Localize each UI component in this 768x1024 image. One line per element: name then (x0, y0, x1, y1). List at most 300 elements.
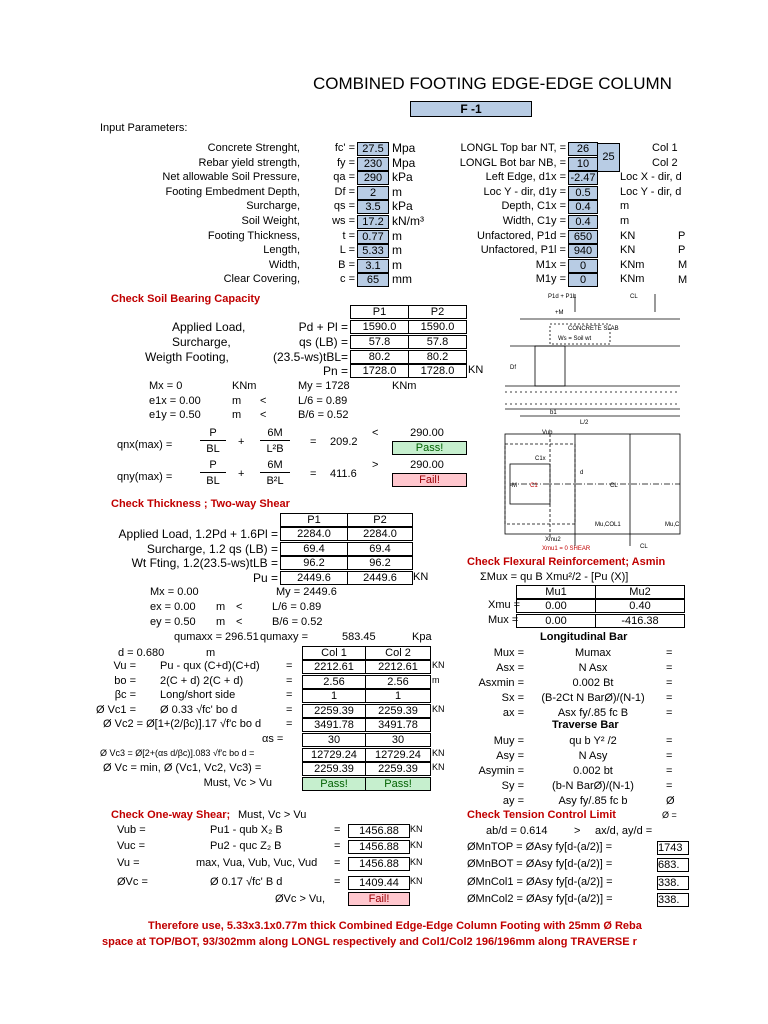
diagram-mu-col1: Mu,COL1 (595, 522, 621, 528)
unit: KN (432, 703, 445, 714)
col-head: P1 (350, 305, 409, 319)
twoway-text: B/6 = 0.52 (272, 616, 323, 628)
input-value: 3.1 (357, 259, 389, 273)
twoway-text: < (236, 601, 243, 613)
input-unit: KNm (620, 258, 645, 271)
value-col1: Pass! (302, 777, 366, 791)
value: 1456.88 (348, 840, 410, 854)
input-unit: Loc X - dir, d (620, 171, 682, 184)
bearing-heading: Check Soil Bearing Capacity (111, 293, 261, 305)
input-label: Length, (263, 244, 300, 257)
row-label: Sx = (501, 692, 524, 704)
twoway-text: qumaxy = (260, 631, 308, 643)
input-label: Width, (268, 258, 300, 271)
unit: KN (410, 876, 423, 886)
row-label: bo = (114, 674, 136, 687)
bearing-text: e1y = 0.50 (149, 409, 201, 421)
diagram-moment: +M (555, 310, 564, 316)
plus: + (238, 436, 245, 448)
input-label: LONGL Bot bar NB, = (459, 156, 566, 169)
bearing-text: m (232, 395, 242, 407)
cut-letter: M (678, 259, 688, 271)
row-label: Mux = (488, 614, 519, 626)
frac-line (200, 472, 226, 473)
value-p1: 2284.0 (280, 527, 348, 541)
frac-line (200, 440, 226, 441)
equals: = (666, 707, 673, 719)
value-p2: 96.2 (347, 556, 413, 570)
input-unit: KN (620, 244, 636, 257)
input-label: Clear Covering, (223, 273, 300, 286)
equals: = (310, 468, 317, 480)
page-title: COMBINED FOOTING EDGE-EDGE COLUMN (313, 74, 672, 93)
twoway-text: m (216, 601, 226, 613)
input-label: Concrete Strenght, (207, 142, 300, 154)
diagram-c1x: C1x (535, 456, 546, 462)
row-formula: Pu1 - qub X₂ B (210, 824, 283, 836)
value-col1: 1 (302, 689, 366, 703)
row-label: Applied Load, 1.2Pd + 1.6Pl = (118, 527, 278, 541)
twoway-text: My = 2449.6 (276, 586, 337, 598)
qnx-label: qnx(max) = (117, 439, 173, 451)
unit: KN (410, 824, 423, 834)
col-head: Col 1 (302, 646, 366, 660)
value-col2: 1 (365, 689, 431, 703)
equals: = (666, 735, 673, 747)
bearing-text: m (232, 409, 242, 421)
frac-den: B²L (266, 475, 284, 487)
value: 1456.88 (348, 857, 410, 871)
row-label: ØMnCol1 = ØAsy fy[d-(a/2)] = (467, 876, 613, 888)
equals: = (666, 662, 673, 674)
input-unit: Mpa (392, 155, 416, 170)
input-unit: m (620, 200, 630, 213)
frac-line (260, 440, 290, 441)
diagram-b1: b1 (550, 410, 557, 416)
qny-limit: 290.00 (410, 459, 444, 471)
input-unit: Loc Y - dir, d (620, 185, 682, 198)
row-label: ØVc = (117, 876, 148, 888)
col-head: Col 2 (365, 646, 431, 660)
qny-value: 411.6 (330, 468, 357, 480)
input-unit: m (392, 243, 402, 258)
value: 338. (657, 876, 689, 890)
twoway-text: 583.45 (342, 631, 376, 643)
row-label: ØMnCol2 = ØAsy fy[d-(a/2)] = (467, 893, 613, 905)
footing-id: F -1 (410, 101, 532, 117)
row-formula: 0.002 Bt (572, 677, 614, 689)
row-formula: Asx fy/.85 fc B (557, 707, 629, 719)
value-p2: 2284.0 (347, 527, 413, 541)
equals: = (666, 677, 673, 689)
conclusion-line-2: space at TOP/BOT, 93/302mm along LONGL respectively and Col1/Col2 196/196mm along TRAVERSE r (102, 936, 637, 948)
diagram-minus-m: -M (510, 483, 517, 489)
row-label: βc = (114, 689, 136, 702)
row-formula: (B-2Ct N BarØ)/(N-1) (541, 692, 645, 704)
equals: Ø (666, 795, 675, 807)
frac-den: BL (206, 443, 220, 455)
row-formula: qu b Y² /2 (569, 735, 617, 747)
row-symbol: Pd + Pl = (298, 320, 348, 334)
equals: = (310, 436, 317, 448)
row-label: ay = (502, 795, 524, 807)
value-p2: 80.2 (408, 350, 467, 364)
input-value: 0 (568, 259, 598, 273)
bearing-text: L/6 = 0.89 (298, 395, 348, 407)
row-formula: N Asy (578, 750, 608, 762)
row-formula: Mumax (574, 647, 612, 659)
flexural-formula: ΣMux = qu B Xmu²/2 - [Pu (X)] (480, 571, 629, 583)
oneway-heading: Check One-way Shear; (111, 809, 231, 821)
input-label: LONGL Top bar NT, = (460, 142, 566, 154)
diagram-c1: C1 (530, 483, 538, 489)
input-symbol: qa = (333, 171, 355, 184)
input-label: Footing Thickness, (207, 229, 300, 242)
input-label: Rebar yield strength, (198, 156, 300, 169)
value-p1: 2449.6 (280, 571, 348, 585)
input-unit: kN/m³ (392, 214, 424, 228)
equals: = (334, 876, 341, 888)
input-unit: mm (392, 272, 412, 287)
row-label: ØMnTOP = ØAsy fy[d-(a/2)] = (467, 841, 613, 853)
input-label: Unfactored, P1d = (477, 229, 566, 242)
qnx-limit: 290.00 (410, 427, 444, 439)
unit: KN (410, 857, 423, 867)
input-symbol: fc' = (334, 142, 355, 154)
diagram-df: Df (510, 365, 516, 371)
twoway-text: m (206, 647, 216, 659)
row-label: Surcharge, 1.2 qs (LB) = (146, 541, 278, 556)
row-label: Asymin = (478, 765, 524, 777)
oneway-check: ØVc > Vu, (275, 893, 326, 905)
value-p1: 96.2 (280, 556, 348, 570)
value-p1: 80.2 (350, 350, 409, 364)
input-heading: Input Parameters: (100, 122, 188, 134)
value-col1: 2259.39 (302, 762, 366, 776)
equals: = (334, 857, 341, 869)
twoway-text: ex = 0.00 (150, 601, 196, 613)
value-p2: 1590.0 (408, 320, 467, 334)
value-p2: 2449.6 (347, 571, 413, 585)
frac-num: 6M (267, 427, 283, 439)
input-label: Left Edge, d1x = (485, 171, 566, 184)
input-value: 0.77 (357, 230, 389, 244)
input-value: 27.5 (357, 142, 389, 156)
diagram-cl2: CL (610, 483, 618, 489)
input-unit: Mpa (392, 141, 416, 155)
input-value: 2 (357, 186, 389, 200)
diagram-slab: CONCRETE SLAB (568, 326, 619, 332)
twoway-heading: Check Thickness ; Two-way Shear (111, 498, 290, 510)
input-value: 650 (568, 230, 598, 244)
bearing-text: My = 1728 (298, 380, 350, 392)
row-label: Xmu = (488, 599, 521, 611)
input-value: 230 (357, 157, 389, 171)
row-formula: 0.002 bt (573, 765, 613, 777)
value-col1: 30 (302, 733, 366, 747)
equals: = (334, 840, 341, 852)
twoway-text: L/6 = 0.89 (272, 601, 322, 613)
row-symbol: qs (LB) = (298, 334, 348, 349)
row-label: Vub = (117, 824, 146, 836)
input-value: 0.4 (568, 200, 598, 214)
input-label: Net allowable Soil Pressure, (162, 171, 300, 184)
input-label: M1x = (535, 258, 566, 271)
value-p2: 69.4 (347, 542, 413, 556)
row-label: Surcharge, (172, 334, 231, 349)
unit: KN (432, 762, 445, 773)
value-mu2: 0.40 (595, 599, 685, 613)
diagram-d: d (580, 470, 584, 476)
input-symbol: fy = (336, 156, 355, 169)
col2-label: Col 2 (652, 157, 678, 169)
twoway-text: d = 0.680 (118, 647, 165, 659)
value-mu1: 0.00 (516, 599, 596, 613)
value-p1: 1728.0 (350, 364, 409, 378)
cut-letter: P (678, 230, 686, 242)
value-p1: 69.4 (280, 542, 348, 556)
unit: KN (432, 660, 445, 670)
bearing-text: KNm (392, 380, 417, 392)
diagram-cl: CL (630, 294, 638, 300)
input-value: 26 (568, 142, 598, 156)
diagram-ws: Ws = Soil wt (558, 336, 592, 342)
conclusion-line-1: Therefore use, 5.33x3.1x0.77m thick Combined Edge-Edge Column Footing with 25mm Ø Reba (148, 920, 642, 932)
plus: + (238, 468, 245, 480)
frac-den: BL (206, 475, 220, 487)
input-symbol: B = (338, 258, 355, 271)
value-col2: 2212.61 (365, 660, 431, 674)
phi: Ø = (662, 810, 677, 820)
twoway-text: m (216, 616, 226, 628)
bar-diameter: 25 (597, 143, 620, 172)
bearing-text: e1x = 0.00 (149, 395, 201, 407)
equals: = (286, 660, 293, 672)
equals: = (666, 780, 673, 792)
input-unit: KN (620, 229, 636, 242)
twoway-text: Mx = 0.00 (150, 586, 199, 598)
value-mu2: -416.38 (595, 614, 685, 628)
row-label: Ø Vc3 = Ø[2+(αs d/βc)].083 √f'c bo d = (100, 747, 255, 758)
qny-label: qny(max) = (117, 471, 173, 483)
twoway-text: < (236, 616, 243, 628)
row-formula: Asy fy/.85 fc b (558, 795, 628, 807)
compare: > (574, 825, 581, 837)
input-label: Unfactored, P1l = (480, 244, 566, 257)
value-p1: 1590.0 (350, 320, 409, 334)
diagram-vub: Vub (542, 430, 553, 436)
unit: KN (432, 747, 445, 758)
equals: = (666, 647, 673, 659)
value-col2: Pass! (365, 777, 431, 791)
qnx-value: 209.2 (330, 436, 358, 448)
equals: = (666, 750, 673, 762)
value-col1: 2259.39 (302, 704, 366, 718)
row-label: Wt Fting, 1.2(23.5-ws)tLB = (131, 556, 278, 571)
input-value: 940 (568, 244, 598, 258)
input-unit: KNm (620, 273, 645, 286)
value: 1743 (657, 841, 689, 855)
input-value: -2.47 (568, 171, 598, 185)
input-value: 0 (568, 273, 598, 287)
row-label: Asy = (496, 750, 524, 762)
equals: = (286, 674, 293, 687)
row-label: Applied Load, (172, 320, 246, 334)
value-mu1: 0.00 (516, 614, 596, 628)
input-value: 10 (568, 157, 598, 171)
value-p2: 1728.0 (408, 364, 467, 378)
row-formula: (b-N BarØ)/(N-1) (552, 780, 634, 792)
input-symbol: c = (340, 273, 355, 286)
value-col2: 2259.39 (365, 762, 431, 776)
row-label: Mux = (493, 647, 524, 659)
input-label: M1y = (535, 273, 566, 286)
input-symbol: t = (342, 229, 355, 242)
input-unit: m (392, 257, 402, 272)
value-p1: 57.8 (350, 335, 409, 349)
row-formula: 2(C + d) 2(C + d) (160, 674, 244, 687)
row-label: Muy = (493, 735, 524, 747)
value-col1: 2212.61 (302, 660, 366, 674)
col1-label: Col 1 (652, 142, 678, 154)
value: 1409.44 (348, 876, 410, 890)
frac-num: P (209, 459, 217, 471)
input-unit: m (620, 215, 630, 227)
traverse-heading: Traverse Bar (552, 719, 619, 731)
input-label: Depth, C1x = (501, 200, 566, 213)
value-col1: 3491.78 (302, 718, 366, 732)
diagram-xmu1: Xmu1 = 0 SHEAR (542, 546, 591, 552)
row-formula: max, Vua, Vub, Vuc, Vud (196, 857, 318, 869)
row-label: Pu = (252, 570, 278, 585)
input-value: 65 (357, 273, 389, 287)
qnx-status: Pass! (392, 441, 467, 455)
tension-heading: Check Tension Control Limit (467, 809, 616, 821)
row-formula: N Asx (578, 662, 608, 674)
col-head: Mu1 (516, 585, 596, 599)
row-label: Asxmin = (478, 677, 524, 689)
input-symbol: ws = (332, 215, 355, 227)
row-label: Asx = (496, 662, 524, 674)
bearing-text: < (260, 409, 267, 421)
frac-den: L²B (266, 443, 284, 455)
row-formula: Ø 0.33 √fc' bo d (160, 703, 238, 716)
unit: KN (468, 364, 484, 377)
input-value: 3.5 (357, 200, 389, 214)
row-label: Ø Vc2 = Ø[1+(2/βc)].17 √f'c bo d (103, 718, 262, 731)
qny-compare: > (372, 459, 379, 471)
equals: = (666, 692, 673, 704)
qnx-compare: < (372, 427, 379, 439)
value: 338. (657, 893, 689, 907)
row-label: Sy = (501, 780, 524, 792)
bearing-text: Mx = 0 (149, 380, 183, 392)
input-value: 5.33 (357, 244, 389, 258)
frac-line (260, 472, 290, 473)
axd: ax/d, ay/d = (595, 825, 653, 837)
abd: ab/d = 0.614 (486, 825, 548, 837)
frac-num: 6M (267, 459, 283, 471)
row-label: Vu = (117, 857, 140, 869)
input-symbol: Df = (334, 185, 355, 198)
diagram-cl3: CL (640, 544, 648, 550)
equals: = (286, 689, 293, 702)
row-label: Weigth Footing, (145, 349, 229, 364)
row-label: ØMnBOT = ØAsy fy[d-(a/2)] = (467, 858, 613, 870)
cut-letter: M (678, 274, 688, 286)
equals: = (286, 703, 293, 716)
input-unit: m (392, 228, 402, 243)
input-label: Soil Weight, (241, 215, 300, 227)
input-value: 290 (357, 171, 389, 185)
input-value: 0.4 (568, 215, 598, 229)
equals: = (286, 718, 293, 731)
twoway-text: Kpa (412, 631, 432, 643)
bearing-text: < (260, 395, 267, 407)
col-head: P2 (347, 513, 413, 527)
bearing-text: KNm (232, 380, 257, 392)
diagram-mu-col2: Mu,C (665, 522, 680, 528)
value: 683. (657, 858, 689, 872)
unit: KN (413, 570, 429, 583)
input-unit: kPa (392, 199, 413, 214)
equals: = (666, 765, 673, 777)
row-formula: Long/short side (160, 689, 236, 702)
input-value: 0.5 (568, 186, 598, 200)
unit: KN (410, 840, 423, 850)
value: 1456.88 (348, 824, 410, 838)
qny-status: Fail! (392, 473, 467, 487)
value-col1: 2.56 (302, 675, 366, 689)
input-symbol: qs = (333, 200, 355, 213)
equals: = (334, 824, 341, 836)
row-label: Ø Vc1 = (95, 703, 136, 716)
value-col2: 30 (365, 733, 431, 747)
value-col2: 3491.78 (365, 718, 431, 732)
diagram-load-label: P1d + P1L (548, 294, 577, 300)
oneway-status: Fail! (348, 892, 410, 906)
footing-diagram (480, 284, 685, 554)
row-label: Ø Vc = min, Ø (Vc1, Vc2, Vc3) = (103, 762, 262, 775)
diagram-xmu2: Xmu2 (545, 537, 561, 543)
cut-letter: P (678, 244, 686, 256)
input-label: Loc Y - dir, d1y = (483, 185, 566, 198)
value-p2: 57.8 (408, 335, 467, 349)
input-label: Footing Embedment Depth, (165, 185, 300, 198)
long-heading: Longitudinal Bar (540, 631, 628, 643)
row-symbol: Pn = (322, 364, 348, 379)
input-label: Width, C1y = (502, 215, 566, 227)
value-col1: 12729.24 (302, 748, 366, 762)
input-value: 17.2 (357, 215, 389, 229)
row-label: Vuc = (117, 840, 146, 852)
row-label: Vu = (113, 660, 136, 672)
twoway-text: qumaxx = 296.51 (174, 631, 259, 643)
row-label: ax = (502, 707, 524, 719)
col-head: Mu2 (595, 585, 685, 599)
twoway-text: ey = 0.50 (150, 616, 196, 628)
input-symbol: L = (339, 244, 355, 257)
oneway-subheading: Must, Vc > Vu (238, 809, 307, 821)
input-unit: kPa (392, 170, 413, 185)
col-head: P2 (408, 305, 467, 319)
value-col2: 12729.24 (365, 748, 431, 762)
value-col2: 2259.39 (365, 704, 431, 718)
row-formula: Pu2 - quc Z₂ B (210, 840, 282, 852)
input-label: Surcharge, (246, 200, 300, 213)
diagram-l2: L/2 (580, 420, 589, 426)
col-head: P1 (280, 513, 348, 527)
